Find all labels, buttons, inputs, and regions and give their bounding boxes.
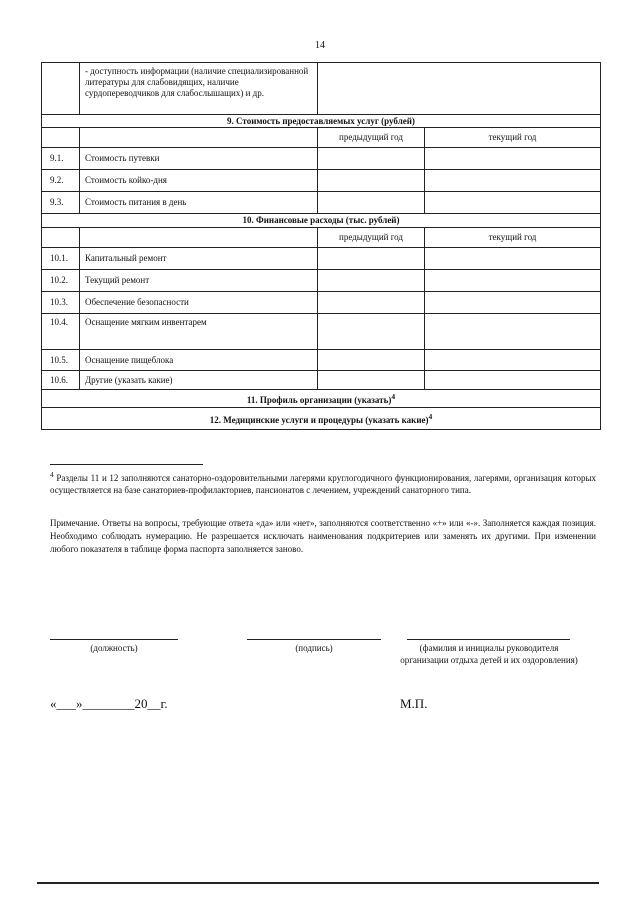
value-cell[interactable] xyxy=(425,148,601,170)
table-row: 10.5. Оснащение пищеблока xyxy=(42,350,601,371)
name-label: (фамилия и инициалы руководителя организации отдыха детей и их оздоровления) xyxy=(400,643,578,665)
value-cell[interactable] xyxy=(425,192,601,214)
stamp-place: М.П. xyxy=(400,696,428,711)
table-row: 10.2. Текущий ремонт xyxy=(42,270,601,292)
value-cell[interactable] xyxy=(425,350,601,371)
position-line[interactable] xyxy=(50,639,178,640)
value-cell[interactable] xyxy=(318,192,425,214)
name-line[interactable] xyxy=(407,639,570,640)
table-row: 9.2. Стоимость койко-дня xyxy=(42,170,601,192)
position-label: (должность) xyxy=(90,643,138,653)
bottom-rule xyxy=(37,882,599,884)
info-access-row xyxy=(42,63,601,115)
table-row: 9.3. Стоимость питания в день xyxy=(42,192,601,214)
value-cell[interactable] xyxy=(425,170,601,192)
footnote-ref: 4 xyxy=(428,412,433,421)
value-cell[interactable] xyxy=(425,314,601,350)
page-number: 14 xyxy=(315,40,325,51)
value-cell[interactable] xyxy=(318,314,425,350)
section9-header-row xyxy=(42,128,601,148)
footnote xyxy=(50,469,596,496)
value-cell[interactable] xyxy=(425,248,601,270)
table-row: 10.3. Обеспечение безопасности xyxy=(42,292,601,314)
value-cell[interactable] xyxy=(318,148,425,170)
value-cell[interactable] xyxy=(318,270,425,292)
footnote-divider xyxy=(50,464,203,465)
signature-label: (подпись) xyxy=(295,643,333,653)
col-prev-year: предыдущий год xyxy=(318,128,425,148)
section10-header-row xyxy=(42,228,601,248)
table-row: 10.6. Другие (указать какие) xyxy=(42,371,601,390)
info-access-text: - доступность информации (наличие специализированной литературы для слабовидящих, наличие сурдопереводчиков для слабослышащих) и др. xyxy=(80,63,318,115)
section12-title: 12. Медицинские услуги и процедуры (указать какие)$^4$ xyxy=(42,408,601,430)
value-cell[interactable] xyxy=(318,170,425,192)
value-cell[interactable] xyxy=(425,292,601,314)
col-prev-year: предыдущий год xyxy=(318,228,425,248)
table-row: 10.4. Оснащение мягким инвентарем xyxy=(42,314,601,350)
passport-table xyxy=(41,62,601,430)
note-paragraph: Примечание. Ответы на вопросы, требующие ответа «да» или «нет», заполняются соответственно «+» или «-». Заполняется каждая позиция. Необходимо соблюдать нумерацию. Не разрешается исключать наименования подкритериев или заменять их другими. При изменении любого показателя в таблице форма паспорта заполняется заново. xyxy=(50,518,596,554)
signature-line[interactable] xyxy=(247,639,381,640)
col-cur-year: текущий год xyxy=(425,128,601,148)
table-row: 10.1. Капитальный ремонт xyxy=(42,248,601,270)
value-cell[interactable] xyxy=(318,248,425,270)
value-cell[interactable] xyxy=(318,371,425,390)
value-cell[interactable] xyxy=(425,371,601,390)
date-line: «___»________20__г. xyxy=(50,696,168,711)
section9-title: 9. Стоимость предоставляемых услуг (рублей) xyxy=(42,115,601,128)
value-cell[interactable] xyxy=(425,270,601,292)
value-cell[interactable] xyxy=(318,350,425,371)
section11-title: 11. Профиль организации (указать)$^4$ xyxy=(42,390,601,408)
section10-title: 10. Финансовые расходы (тыс. рублей) xyxy=(42,214,601,228)
footnote-text: Разделы 11 и 12 заполняются санаторно-оздоровительными лагерями круглогодичного функционирования, лагерями, организация которых осуществляется на базе санаториев-профилакториев, пансионатов с лечением, учреждений санаторного типа. xyxy=(50,473,596,495)
answer-cell[interactable] xyxy=(318,63,601,115)
num-cell xyxy=(42,63,80,115)
table-row: 9.1. Стоимость путевки xyxy=(42,148,601,170)
col-cur-year: текущий год xyxy=(425,228,601,248)
value-cell[interactable] xyxy=(318,292,425,314)
footnote-marker: 4 xyxy=(50,470,54,479)
footnote-ref: 4 xyxy=(391,392,396,401)
